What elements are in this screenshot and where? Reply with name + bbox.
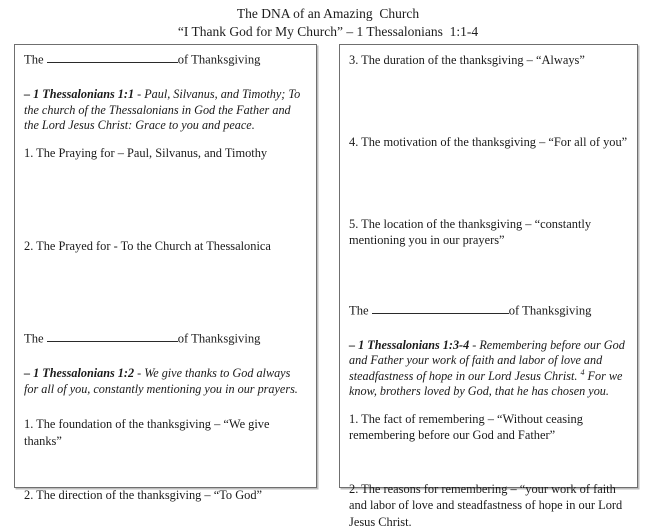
spacer [24,449,307,487]
right-scripture-1-verse-marker: 4 [580,367,585,377]
left-point-3: 1. The foundation of the thanksgiving – “We give thanks” [24,417,270,448]
spacer [349,68,628,134]
right-panel [339,44,638,529]
document-title [0,0,656,41]
left-scripture-2-reference: – 1 Thessalonians 1:2 [24,366,135,381]
right-heading-1-prefix: The [349,302,369,317]
right-point-1: 3. The duration of the thanksgiving – “Always” [349,53,585,67]
left-scripture-1-reference: – 1 Thessalonians 1:1 [24,87,135,102]
spacer [349,249,628,303]
left-heading-1-prefix: The [24,52,44,67]
title-line-2: “I Thank God for My Church” – 1 Thessalonians 1:1-4 [177,24,479,40]
spacer [24,347,307,366]
left-scripture-1-text: - Paul, Silvanus, and Timothy; To the church of the Thessalonians in God the Father and the Lord Jesus Christ: Grace to you and peace. [24,87,301,133]
right-scripture-1-text-after: For we know, brothers loved by God, that he has chosen you. [349,368,623,399]
left-heading-1 [24,52,307,68]
right-point-3: 5. The location of the thanksgiving – “constantly mentioning you in our prayers” [349,217,592,248]
left-scripture-2 [24,366,307,397]
left-point-2: 2. The Prayed for - To the Church at Thessalonica [24,239,271,254]
right-scripture-1-text-before: - Remembering before our God and Father your work of faith and labor of love and steadfastness of hope in our Lord Jesus Christ. [349,337,625,383]
right-point-5: 2. The reasons for remembering – “your work of faith and labor of love and steadfastness of hope in our Lord Jesus Christ. [349,482,623,529]
spacer [24,161,307,238]
spacer [349,400,628,411]
right-point-4: 1. The fact of remembering – “Without ceasing remembering before our God and Father” [349,412,583,443]
spacer [24,254,307,331]
left-heading-2 [24,331,307,347]
left-heading-2-blank[interactable] [47,331,178,342]
spacer [349,150,628,216]
left-scripture-2-text: - We give thanks to God always for all of you, constantly mentioning you in our prayers. [24,366,298,396]
left-heading-2-prefix: The [24,331,44,346]
left-point-4: 2. The direction of the thanksgiving – “To God” [24,487,263,502]
spacer [349,443,628,481]
spacer [349,319,628,338]
left-heading-2-suffix: of Thanksgiving [177,331,261,346]
handout-columns [0,44,656,529]
left-heading-1-blank[interactable] [47,52,178,63]
spacer [24,397,307,416]
right-point-2: 4. The motivation of the thanksgiving – “For all of you” [349,135,628,150]
right-scripture-1 [349,338,628,400]
left-point-1: 1. The Praying for – Paul, Silvanus, and Timothy [24,145,268,160]
title-line-1: The DNA of an Amazing Church [236,6,420,21]
left-scripture-1 [24,87,307,134]
right-scripture-1-reference: – 1 Thessalonians 1:3-4 [349,337,470,352]
right-heading-1 [349,303,628,319]
left-panel [14,44,317,502]
right-heading-1-blank[interactable] [372,303,509,314]
right-heading-1-suffix: of Thanksgiving [508,302,592,317]
spacer [24,68,307,87]
left-heading-1-suffix: of Thanksgiving [177,52,261,67]
spacer [24,134,307,145]
